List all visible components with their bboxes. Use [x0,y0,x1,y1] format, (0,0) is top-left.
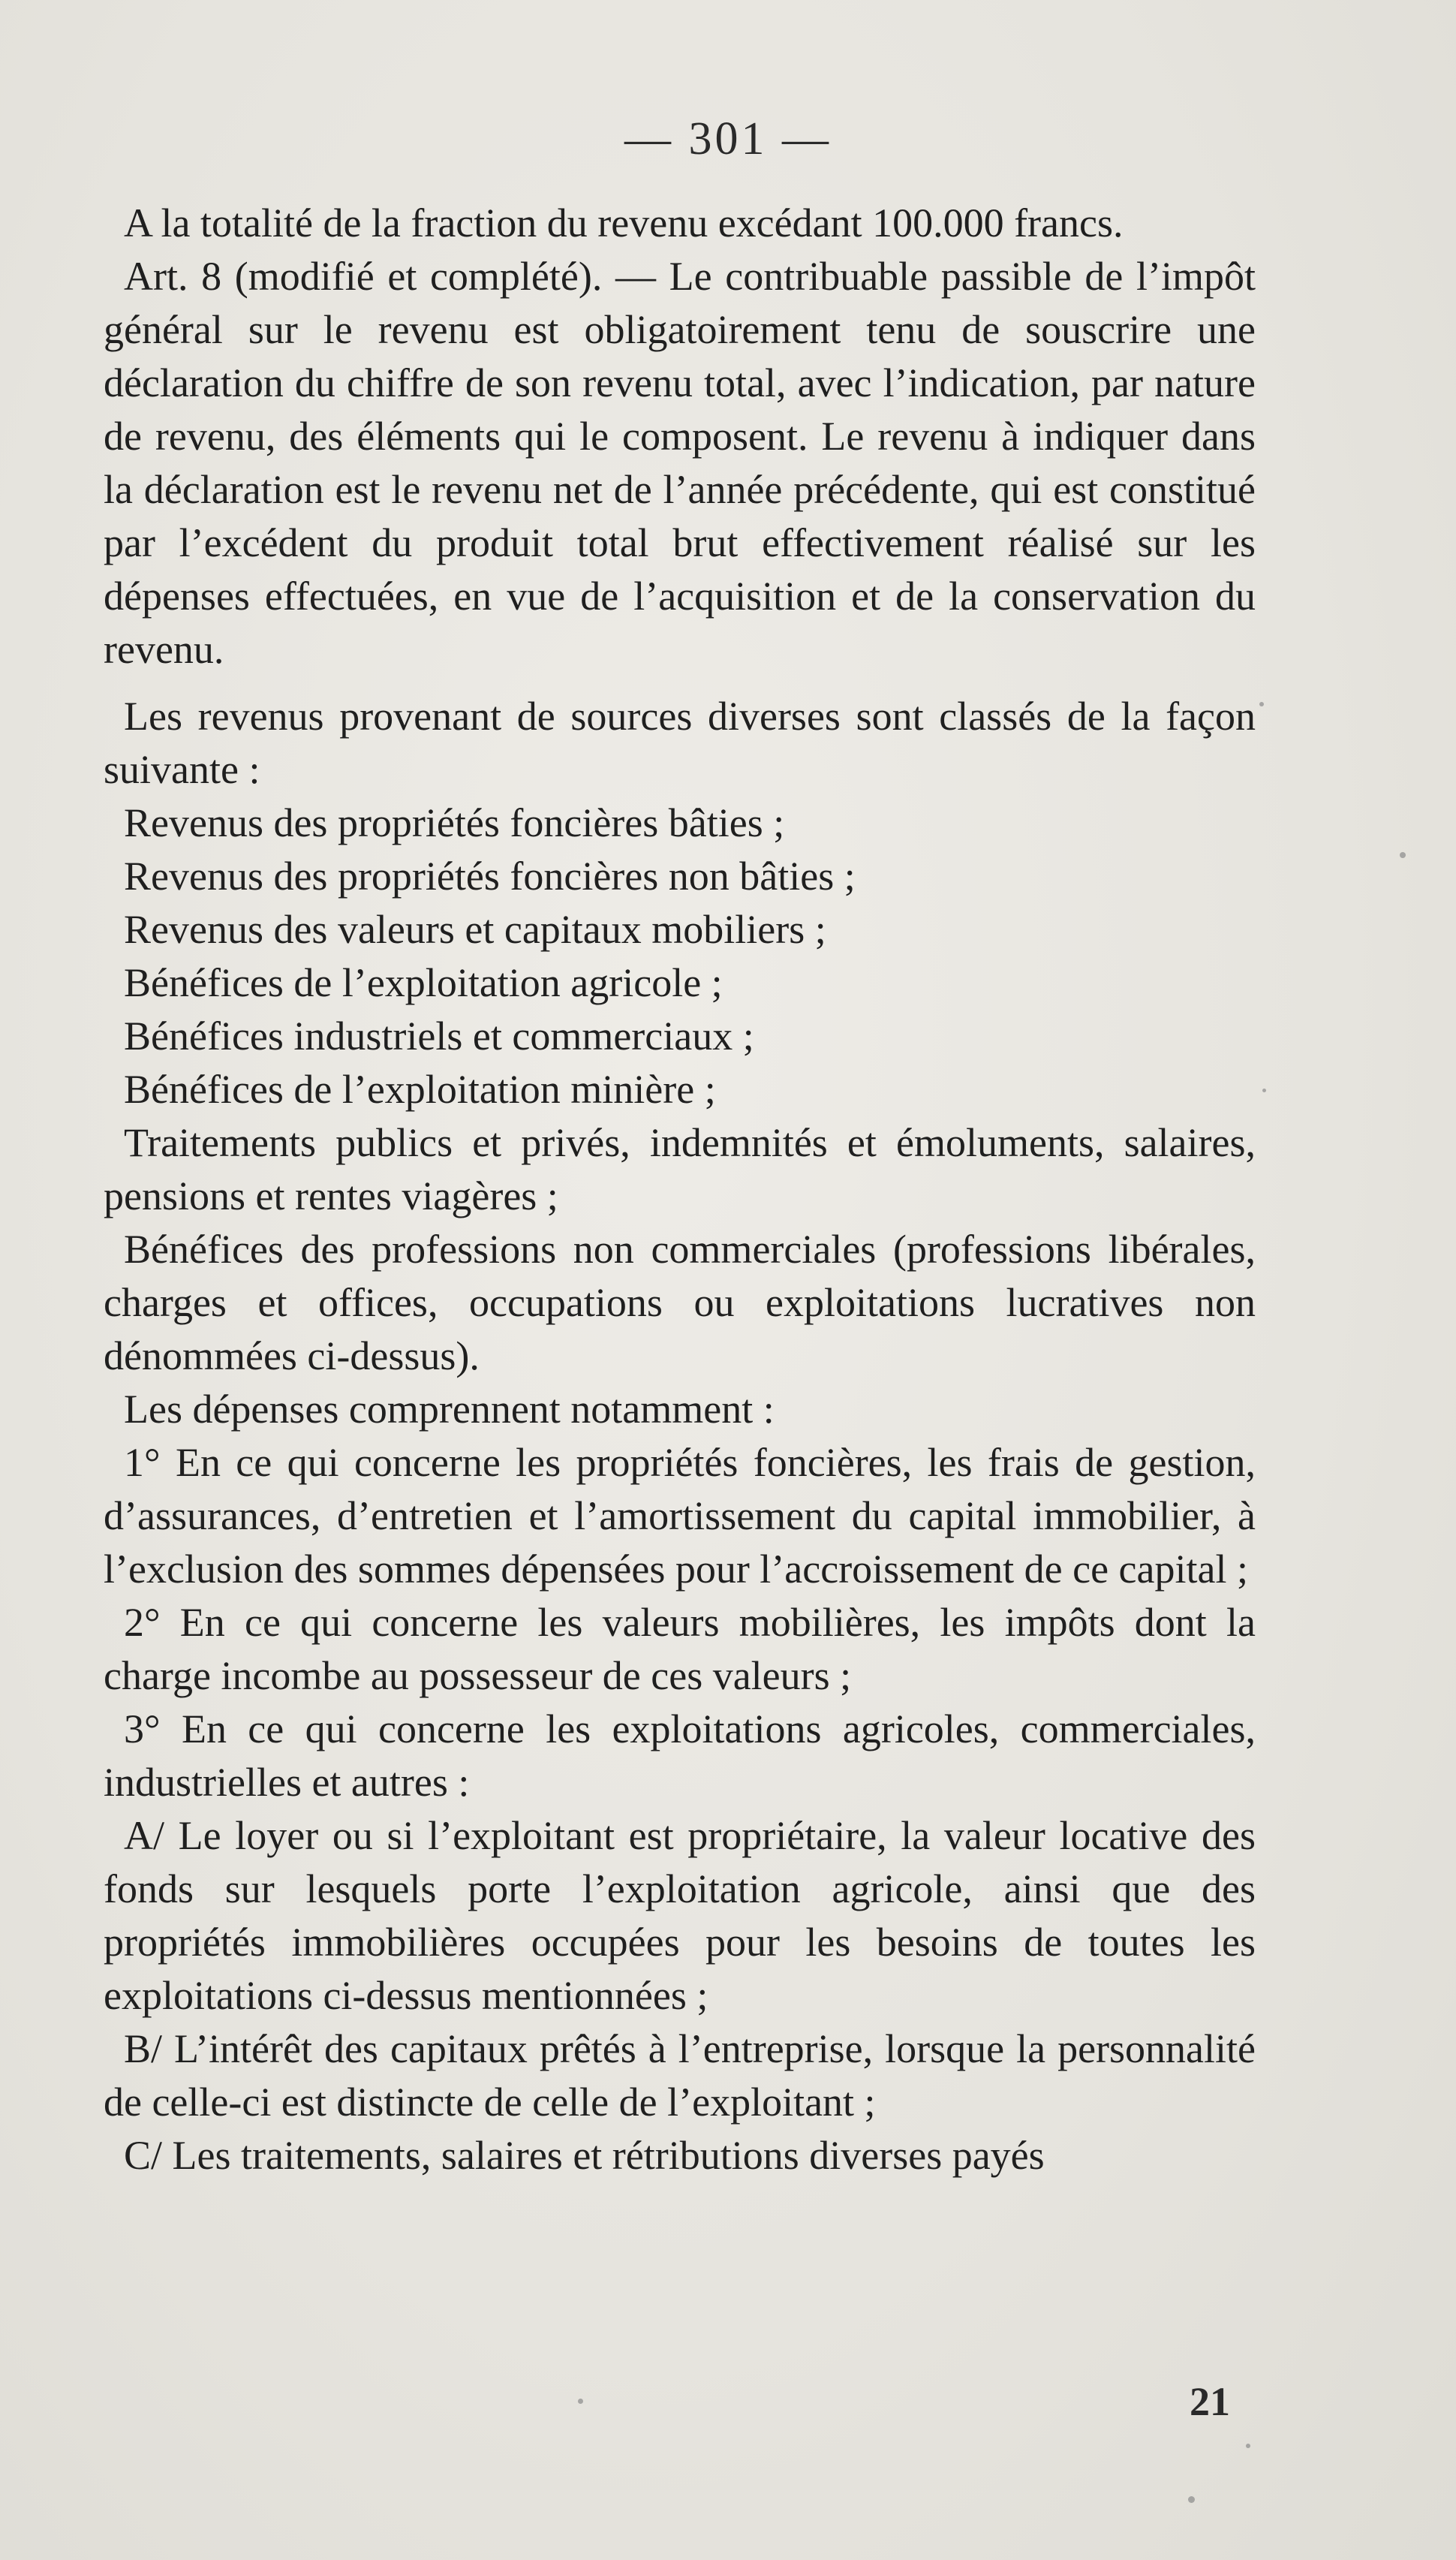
list-item: Bénéfices de l’exploitation agricole ; [124,960,723,1005]
page-number-header: — 301 — [624,113,832,164]
list-item: Traitements publics et privés, indemnités et émoluments, salaires, pensions et rentes viagères ; [104,1120,1256,1218]
paper-speck [1259,702,1264,706]
paragraph: Art. 8 (modifié et complété). — Le contribuable passible de l’impôt général sur le revenu est obligatoirement tenu de souscrire une déclaration du chiffre de son revenu total, avec l’indication, par nature de revenu, des éléments qui le composent. Le revenu à indiquer dans la déclaration est le revenu net de l’année précédente, qui est constitué par l’excédent du produit total brut effectivement réalisé sur les dépenses effectuées, en vue de l’acquisition et de la conservation du revenu. [104,254,1256,672]
paragraph: 1° En ce qui concerne les propriétés foncières, les frais de gestion, d’assurances, d’entretien et l’amortissement du capital immobilier, à l’exclusion des sommes dépensées pour l’accroissement de ce capital ; [104,1440,1256,1592]
paragraph: B/ L’intérêt des capitaux prêtés à l’entreprise, lorsque la personnalité de celle-ci est distincte de celle de l’exploitant ; [104,2026,1256,2125]
paragraph: Les revenus provenant de sources diverses sont classés de la façon suivante : [104,694,1256,792]
list-item: Bénéfices industriels et commerciaux ; [124,1013,754,1059]
paper-speck [1262,1089,1266,1092]
list-item: Bénéfices des professions non commerciales (professions libérales, charges et offices, occupations ou exploitations lucratives non dénommées ci-dessus). [104,1227,1256,1378]
paragraph: 3° En ce qui concerne les exploitations agricoles, commerciales, industrielles et autres : [104,1706,1256,1805]
list-item: Revenus des valeurs et capitaux mobiliers ; [124,907,826,952]
paragraph: Les dépenses comprennent notamment : [124,1387,775,1432]
paper-speck [1400,852,1406,858]
body-text [104,197,1256,2182]
paper-speck [578,2399,583,2404]
list-item: Revenus des propriétés foncières non bâties ; [124,854,856,899]
list-item: Revenus des propriétés foncières bâties ; [124,800,785,845]
list-item: Bénéfices de l’exploitation minière ; [124,1067,716,1112]
paragraph: A la totalité de la fraction du revenu excédant 100.000 francs. [124,200,1124,245]
paragraph: 2° En ce qui concerne les valeurs mobilières, les impôts dont la charge incombe au possesseur de ces valeurs ; [104,1600,1256,1698]
paragraph: C/ Les traitements, salaires et rétributions diverses payés [124,2133,1045,2178]
paper-speck [1188,2496,1195,2503]
paragraph: A/ Le loyer ou si l’exploitant est propriétaire, la valeur locative des fonds sur lesquels porte l’exploitation agricole, ainsi que des propriétés immobilières occupées pour les besoins de toutes les exploitations ci-dessus mentionnées ; [104,1813,1256,2018]
signature-mark: 21 [1190,2379,1230,2424]
paper-speck [1246,2444,1250,2448]
